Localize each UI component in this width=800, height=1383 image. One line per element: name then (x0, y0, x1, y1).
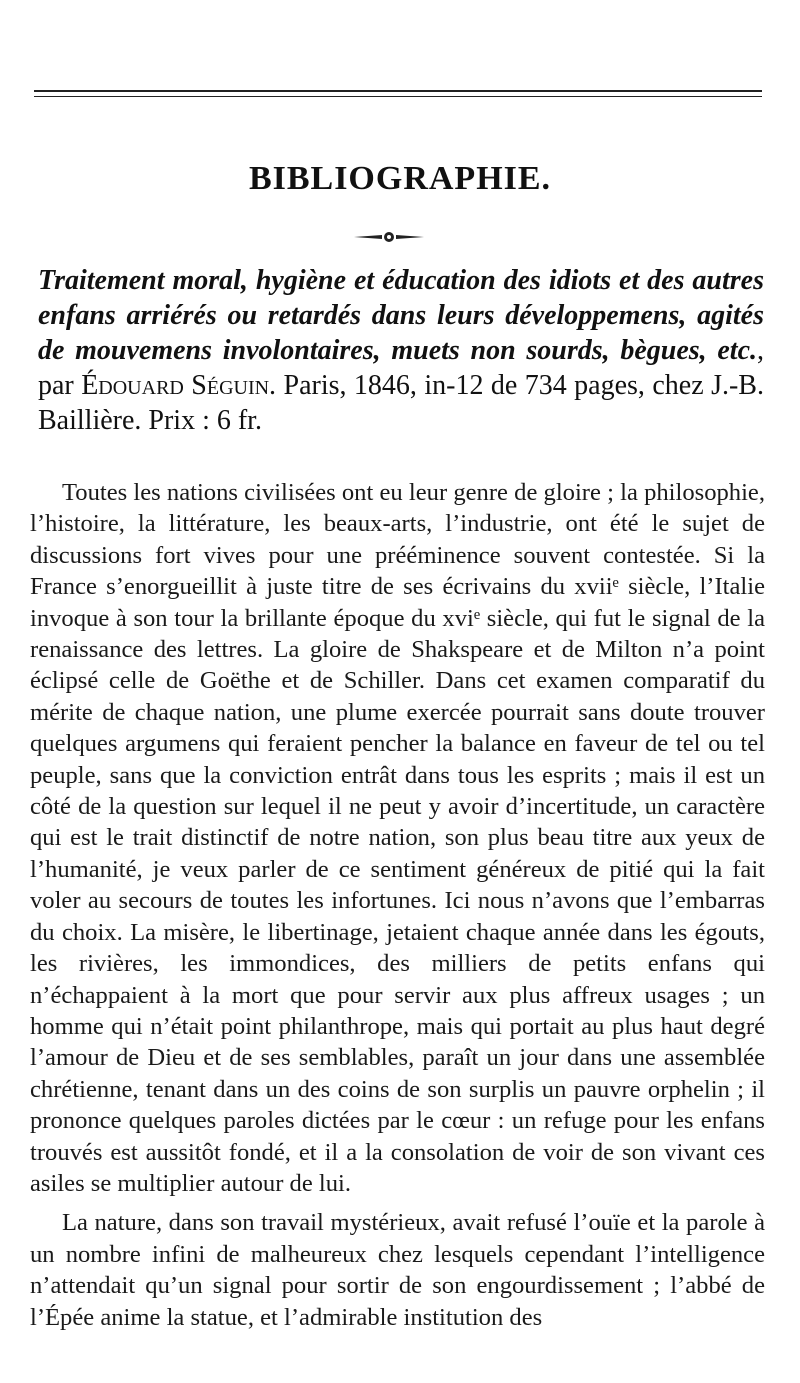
paragraph: La nature, dans son travail mystérieux, avait refusé l’ouïe et la parole à un nombre infini de malheureux chez lesquels cependant l’intelligence n’attendait qu’un signal pour sortir de son engourdissement ; l’abbé de l’Épée anime la statue, et l’admirable institution des (30, 1209, 765, 1331)
work-title: Traitement moral, hygiène et éducation des idiots et des autres enfans arriérés ou retardés dans leurs développemens, agités de mouvemens involontaires, muets non sourds, bègues, etc. (38, 265, 764, 366)
bibliographic-reference (38, 263, 764, 438)
header-rule (34, 90, 762, 92)
section-title: BIBLIOGRAPHIE. (248, 160, 552, 197)
paragraph: Toutes les nations civilisées ont eu leur genre de gloire ; la philosophie, l’histoire, la littérature, les beaux-arts, l’industrie, ont été le sujet de discussions fort vives pour une prééminence souvent contestée. Si la France s’enorgueillit à juste titre de ses écrivains du xviiᵉ siècle, l’Italie invoque à son tour la brillante époque du xviᵉ siècle, qui fut le signal de la renaissance des lettres. La gloire de Shakspeare et de Milton n’a point éclipsé celle de Goëthe et de Schiller. Dans cet examen comparatif du mérite de chaque nation, une plume exercée pourrait sans doute trouver quelques argumens qui feraient pencher la balance en faveur de tel ou tel peuple, sans que la conviction entrât dans tous les esprits ; mais il est un côté de la question sur lequel il ne peut y avoir d’incertitude, un caractère qui est le trait distinctif de notre nation, son plus beau titre aux yeux de l’humanité, je veux parler de ce sentiment généreux de pitié qui la fait voler au secours de toutes les infortunes. Ici nous n’avons que l’embarras du choix. La misère, le libertinage, jetaient chaque année dans les égouts, les rivières, les immondices, des milliers de petits enfans qui n’échappaient à la mort que pour servir aux plus affreux usages ; un homme qui n’était point philanthrope, mais qui portait au plus haut degré l’amour de Dieu et de ses semblables, paraît un jour dans une assemblée chrétienne, tenant dans un des coins de son surplis un pauvre orphelin ; il prononce quelques paroles dictées par le cœur : un refuge pour les enfans trouvés est aussitôt fondé, et il a la consolation de voir de son vivant ces asiles se multiplier autour de lui. (30, 479, 765, 1197)
by-text: , par (38, 335, 764, 401)
header-rule-thin (34, 96, 762, 97)
review-text (30, 477, 765, 1333)
author-name: Édouard Séguin. (81, 370, 277, 401)
publication-details: Paris, 1846, in-12 de 734 pages, chez J.-B. Baillière. Prix : 6 fr. (38, 370, 764, 436)
ornament-divider (352, 230, 426, 244)
